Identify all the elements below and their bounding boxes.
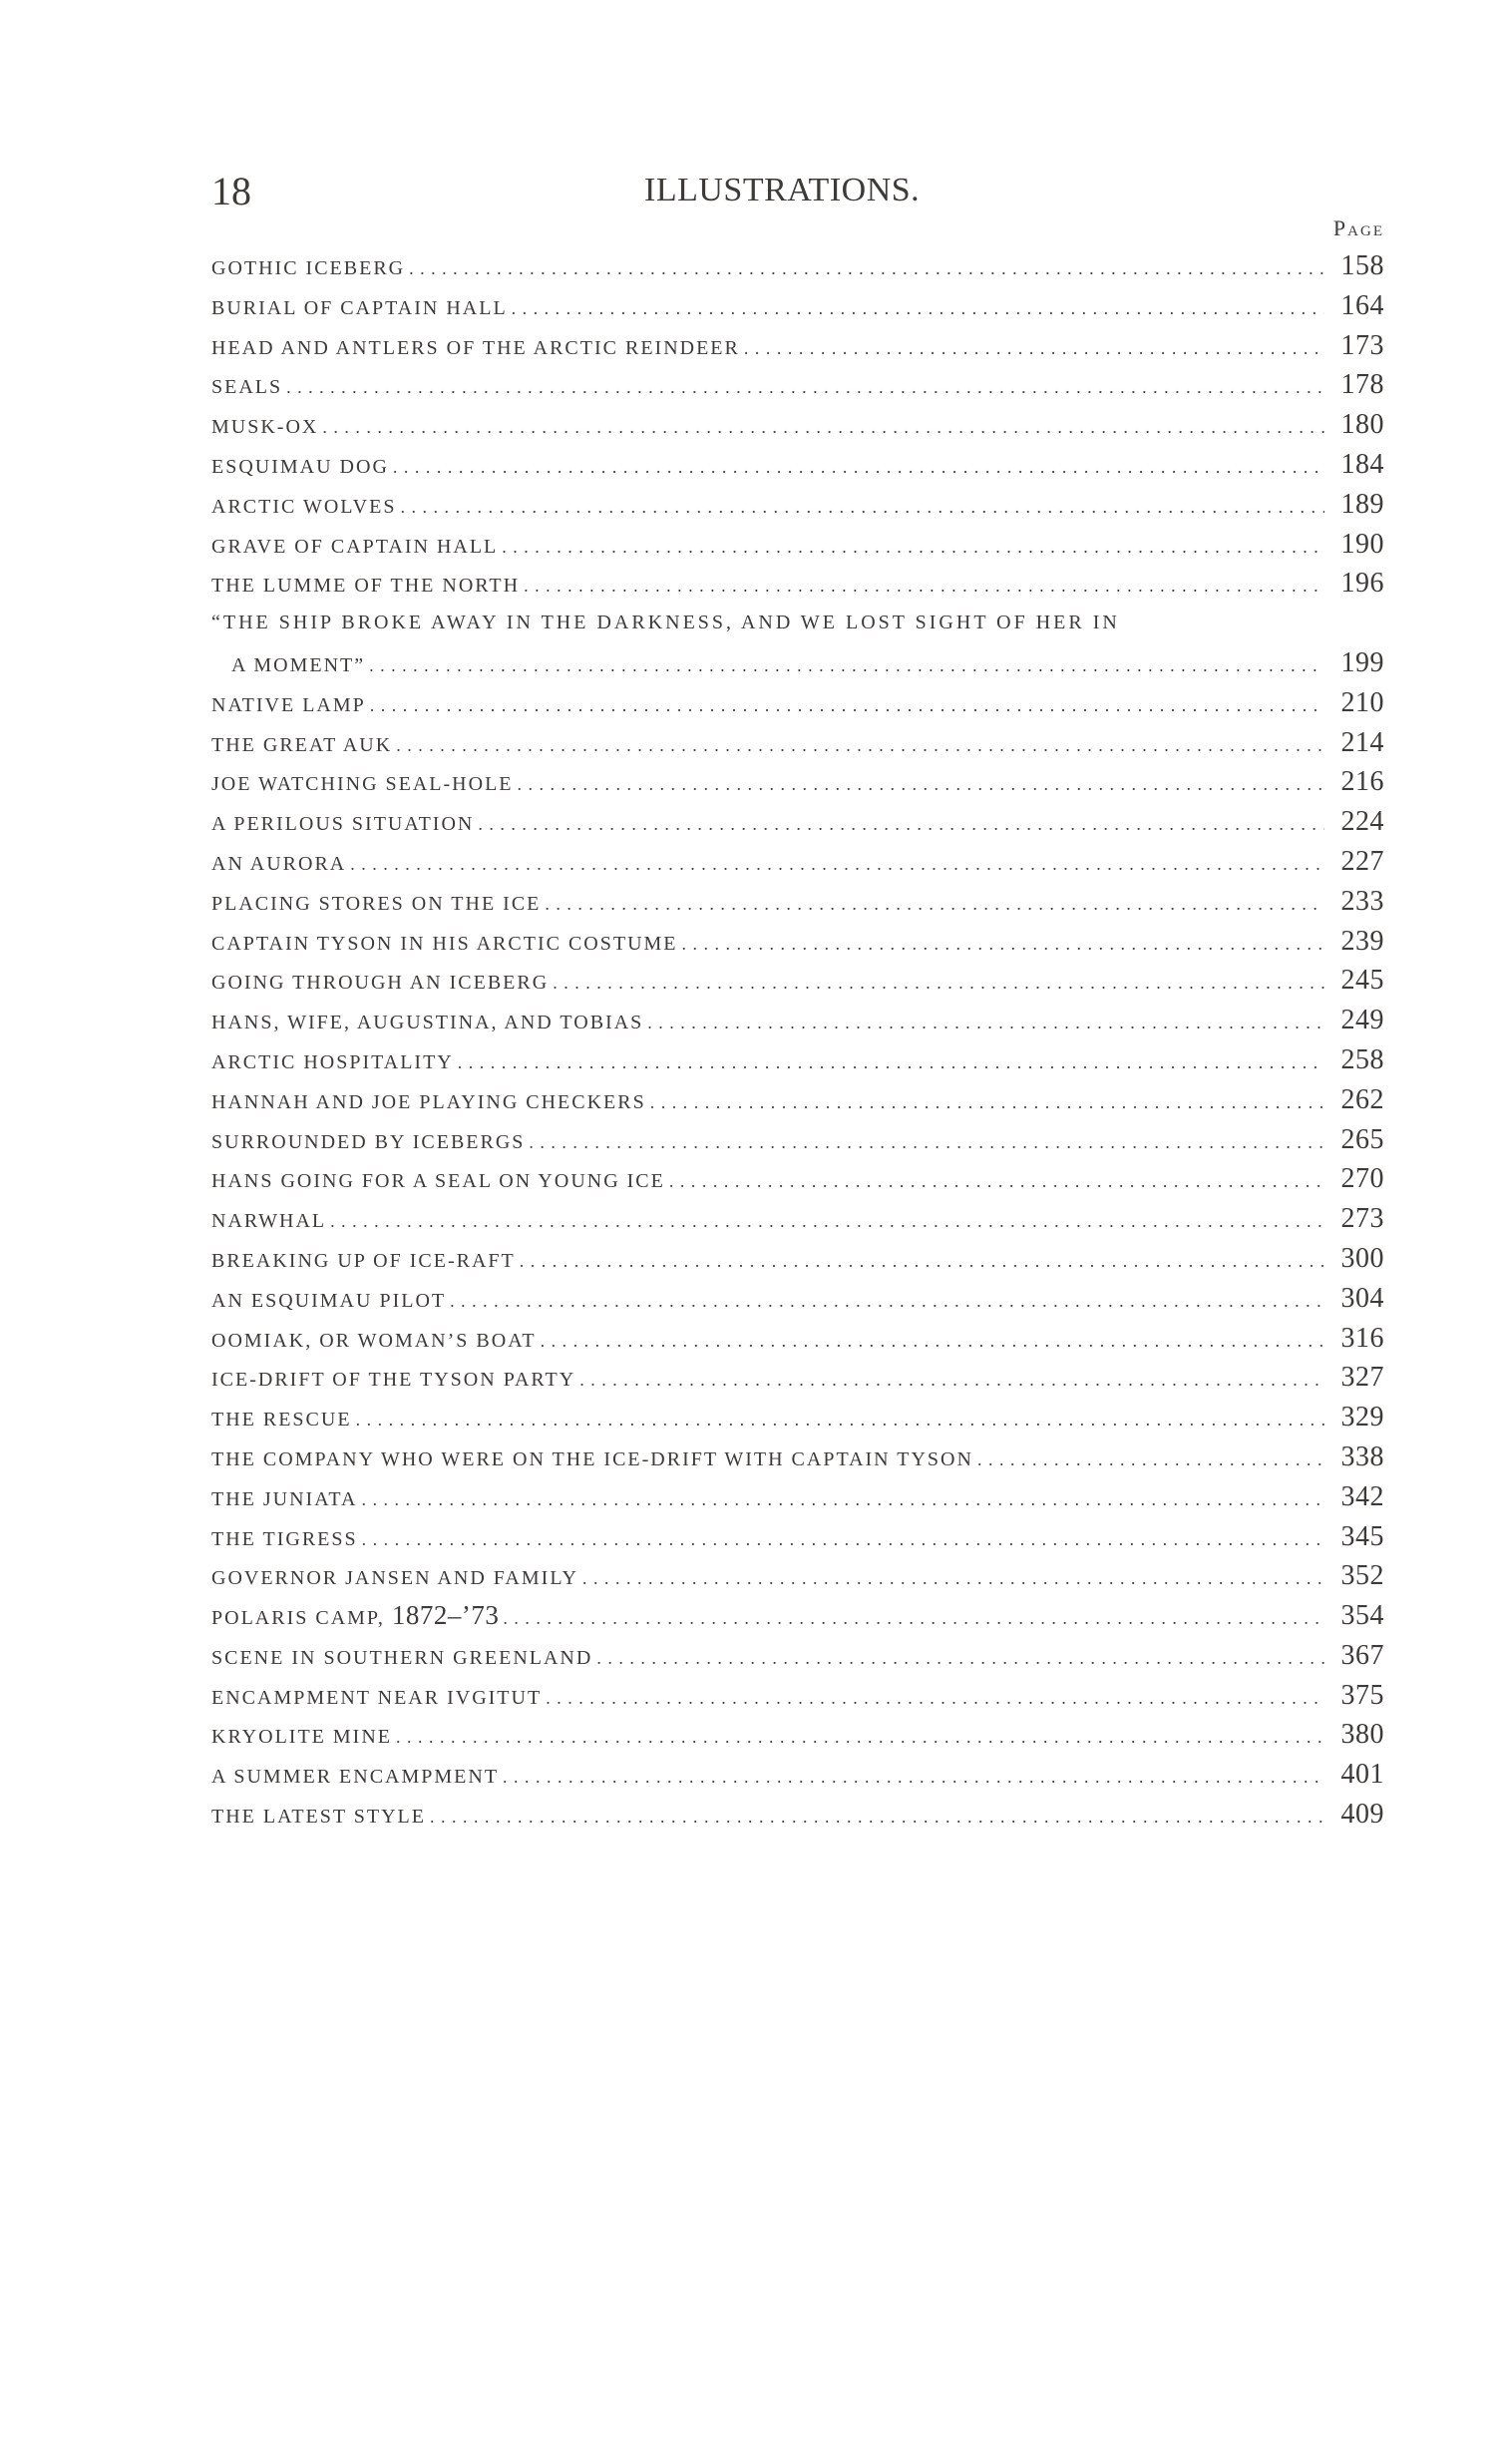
entry-title: THE GREAT AUK xyxy=(211,733,393,756)
entry-title: A SUMMER ENCAMPMENT xyxy=(211,1766,500,1789)
entry-page: 352 xyxy=(1340,1560,1384,1592)
dot-leader xyxy=(393,448,1324,488)
list-item xyxy=(211,683,1384,723)
dot-leader xyxy=(596,1639,1324,1679)
list-item xyxy=(211,842,1384,882)
dot-leader xyxy=(553,964,1324,1004)
entry-title: A PERILOUS SITUATION xyxy=(211,813,475,836)
dot-leader xyxy=(541,1322,1324,1362)
entry-title: THE COMPANY WHO WERE ON THE ICE-DRIFT WITH CAPTAIN TYSON xyxy=(211,1447,973,1470)
dot-leader xyxy=(647,1004,1324,1043)
list-item xyxy=(211,1556,1384,1596)
entry-title: KRYOLITE MINE xyxy=(211,1726,392,1749)
entry-title: PLACING STORES ON THE ICE xyxy=(211,892,542,915)
entry-page: 196 xyxy=(1340,568,1384,600)
entry-page: 380 xyxy=(1340,1719,1384,1751)
entry-title: GOTHIC ICEBERG xyxy=(211,257,406,279)
list-item xyxy=(211,405,1384,445)
entry-page: 270 xyxy=(1340,1163,1384,1195)
entry-title: NARWHAL xyxy=(211,1210,327,1233)
entry-page: 245 xyxy=(1340,965,1384,997)
dot-leader xyxy=(682,925,1324,965)
dot-leader xyxy=(362,1480,1325,1520)
entry-page: 190 xyxy=(1340,528,1384,560)
list-item xyxy=(211,1120,1384,1160)
dot-leader xyxy=(370,686,1324,726)
entry-page: 304 xyxy=(1340,1282,1384,1314)
list-item xyxy=(211,922,1384,962)
dot-leader xyxy=(396,726,1324,766)
entry-page: 180 xyxy=(1340,409,1384,441)
entry-title: GOVERNOR JANSEN AND FAMILY xyxy=(211,1567,578,1590)
list-item xyxy=(211,246,1384,286)
entry-title: THE TIGRESS xyxy=(211,1527,358,1550)
list-item xyxy=(211,961,1384,1001)
dot-leader xyxy=(503,1758,1324,1798)
entry-title: SEALS xyxy=(211,376,283,399)
page-number: 18 xyxy=(211,169,251,213)
entry-page: 210 xyxy=(1340,686,1384,718)
list-item xyxy=(211,1199,1384,1239)
entry-title: JOE WATCHING SEAL-HOLE xyxy=(211,773,514,796)
entry-page: 273 xyxy=(1340,1203,1384,1235)
list-item-continuation xyxy=(211,643,1384,683)
dot-leader xyxy=(450,1282,1324,1322)
entry-page: 239 xyxy=(1340,925,1384,957)
entry-page: 300 xyxy=(1340,1242,1384,1274)
entry-page: 158 xyxy=(1340,250,1384,281)
entry-title: THE LUMME OF THE NORTH xyxy=(211,575,521,598)
dot-leader xyxy=(409,249,1324,289)
dot-leader xyxy=(350,845,1324,885)
entry-page: 342 xyxy=(1340,1480,1384,1512)
entry-page: 214 xyxy=(1340,726,1384,758)
list-item xyxy=(211,1398,1384,1437)
illustrations-list xyxy=(211,246,1384,1835)
list-item xyxy=(211,1319,1384,1359)
list-item xyxy=(211,1239,1384,1279)
entry-title: GOING THROUGH AN ICEBERG xyxy=(211,972,550,995)
entry-title: GRAVE OF CAPTAIN HALL xyxy=(211,535,499,558)
dot-leader xyxy=(478,805,1324,845)
dot-leader xyxy=(545,885,1324,925)
entry-title: THE JUNIATA xyxy=(211,1487,358,1510)
entry-title: ICE-DRIFT OF THE TYSON PARTY xyxy=(211,1369,576,1392)
list-item xyxy=(211,882,1384,922)
dot-leader xyxy=(524,567,1324,607)
entry-title: HEAD AND ANTLERS OF THE ARCTIC REINDEER xyxy=(211,336,740,359)
entry-title: SCENE IN SOUTHERN GREENLAND xyxy=(211,1646,593,1669)
entry-title: CAPTAIN TYSON IN HIS ARCTIC COSTUME xyxy=(211,932,678,955)
list-item xyxy=(211,1437,1384,1477)
list-item xyxy=(211,802,1384,842)
dot-leader xyxy=(512,289,1324,329)
entry-page: 258 xyxy=(1340,1043,1384,1075)
entry-page: 375 xyxy=(1340,1679,1384,1711)
list-item xyxy=(211,723,1384,763)
dot-leader xyxy=(396,1718,1324,1758)
running-head: ILLUSTRATIONS. xyxy=(644,172,921,208)
dot-leader xyxy=(520,1242,1324,1282)
entry-page: 233 xyxy=(1340,885,1384,917)
dot-leader xyxy=(322,408,1324,448)
dot-leader xyxy=(430,1798,1324,1838)
entry-title-line1: “THE SHIP BROKE AWAY IN THE DARKNESS, AND WE LOST SIGHT OF HER IN xyxy=(211,612,1120,634)
entry-page: 164 xyxy=(1340,289,1384,321)
entry-title-prefix: POLARIS CAMP, xyxy=(211,1607,392,1630)
entry-title: ESQUIMAU DOG xyxy=(211,455,389,478)
list-item xyxy=(211,525,1384,565)
entry-title: NATIVE LAMP xyxy=(211,693,366,716)
list-item xyxy=(211,365,1384,405)
list-item xyxy=(211,564,1384,604)
list-item xyxy=(211,1795,1384,1835)
dot-leader xyxy=(744,329,1324,369)
entry-page: 262 xyxy=(1340,1083,1384,1115)
list-item xyxy=(211,1159,1384,1199)
entry-title-line2: A MOMENT” xyxy=(231,653,366,676)
entry-page: 327 xyxy=(1340,1362,1384,1394)
entry-title: BREAKING UP OF ICE-RAFT xyxy=(211,1249,516,1272)
dot-leader xyxy=(362,1520,1324,1560)
entry-title: ARCTIC WOLVES xyxy=(211,495,397,518)
dot-leader xyxy=(669,1162,1324,1202)
entry-title: HANS, WIFE, AUGUSTINA, AND TOBIAS xyxy=(211,1012,644,1034)
list-item xyxy=(211,1001,1384,1040)
entry-page: 224 xyxy=(1340,806,1384,838)
list-item xyxy=(211,604,1384,643)
entry-title xyxy=(211,1596,499,1639)
list-item xyxy=(211,762,1384,802)
list-item xyxy=(211,1715,1384,1755)
entry-title: THE RESCUE xyxy=(211,1409,352,1432)
list-item xyxy=(211,1596,1384,1636)
list-item xyxy=(211,1080,1384,1120)
dot-leader xyxy=(579,1361,1324,1401)
entry-page: 199 xyxy=(1340,646,1384,678)
entry-page: 249 xyxy=(1340,1005,1384,1036)
list-item xyxy=(211,1279,1384,1319)
dot-leader xyxy=(502,528,1324,568)
entry-title: ARCTIC HOSPITALITY xyxy=(211,1050,454,1073)
dot-leader xyxy=(529,1123,1324,1163)
entry-page: 189 xyxy=(1340,488,1384,520)
list-item xyxy=(211,1477,1384,1517)
dot-leader xyxy=(977,1440,1324,1480)
list-item xyxy=(211,1755,1384,1795)
entry-page: 354 xyxy=(1340,1600,1384,1632)
entry-page: 345 xyxy=(1340,1520,1384,1552)
entry-title: THE LATEST STYLE xyxy=(211,1806,426,1829)
dot-leader xyxy=(286,368,1324,408)
dot-leader xyxy=(369,646,1324,686)
entry-page: 329 xyxy=(1340,1402,1384,1434)
entry-title: MUSK-OX xyxy=(211,416,319,439)
entry-page: 227 xyxy=(1340,845,1384,877)
dot-leader xyxy=(400,488,1324,528)
entry-page: 173 xyxy=(1340,329,1384,361)
dot-leader xyxy=(582,1559,1324,1599)
list-item xyxy=(211,1676,1384,1716)
dot-leader xyxy=(650,1083,1324,1123)
list-item xyxy=(211,1040,1384,1080)
entry-page: 265 xyxy=(1340,1123,1384,1155)
entry-page: 367 xyxy=(1340,1639,1384,1671)
entry-title: SURROUNDED BY ICEBERGS xyxy=(211,1130,526,1153)
entry-title-year: 1872–’73 xyxy=(391,1600,500,1631)
dot-leader xyxy=(503,1599,1324,1639)
entry-page: 178 xyxy=(1340,369,1384,401)
list-item xyxy=(211,1517,1384,1557)
entry-page: 409 xyxy=(1340,1799,1384,1831)
list-item xyxy=(211,326,1384,366)
dot-leader xyxy=(330,1202,1324,1242)
list-item xyxy=(211,286,1384,326)
entry-page: 401 xyxy=(1340,1759,1384,1791)
dot-leader xyxy=(518,765,1325,805)
entry-page: 184 xyxy=(1340,448,1384,480)
list-item xyxy=(211,445,1384,485)
entry-title: AN ESQUIMAU PILOT xyxy=(211,1289,447,1312)
list-item xyxy=(211,1358,1384,1398)
entry-title: HANS GOING FOR A SEAL ON YOUNG ICE xyxy=(211,1170,665,1193)
list-item xyxy=(211,1636,1384,1676)
entry-title: AN AURORA xyxy=(211,852,347,875)
entry-title: OOMIAK, OR WOMAN’S BOAT xyxy=(211,1329,537,1352)
dot-leader xyxy=(458,1043,1324,1083)
entry-page: 316 xyxy=(1340,1322,1384,1354)
entry-title: HANNAH AND JOE PLAYING CHECKERS xyxy=(211,1090,646,1113)
list-item xyxy=(211,485,1384,525)
entry-title: BURIAL OF CAPTAIN HALL xyxy=(211,296,508,319)
entry-page: 338 xyxy=(1340,1440,1384,1472)
dot-leader xyxy=(356,1401,1324,1440)
page-column-label: Page xyxy=(1332,215,1384,240)
entry-page: 216 xyxy=(1340,766,1384,798)
dot-leader xyxy=(546,1679,1324,1719)
entry-title: ENCAMPMENT NEAR IVGITUT xyxy=(211,1686,543,1709)
